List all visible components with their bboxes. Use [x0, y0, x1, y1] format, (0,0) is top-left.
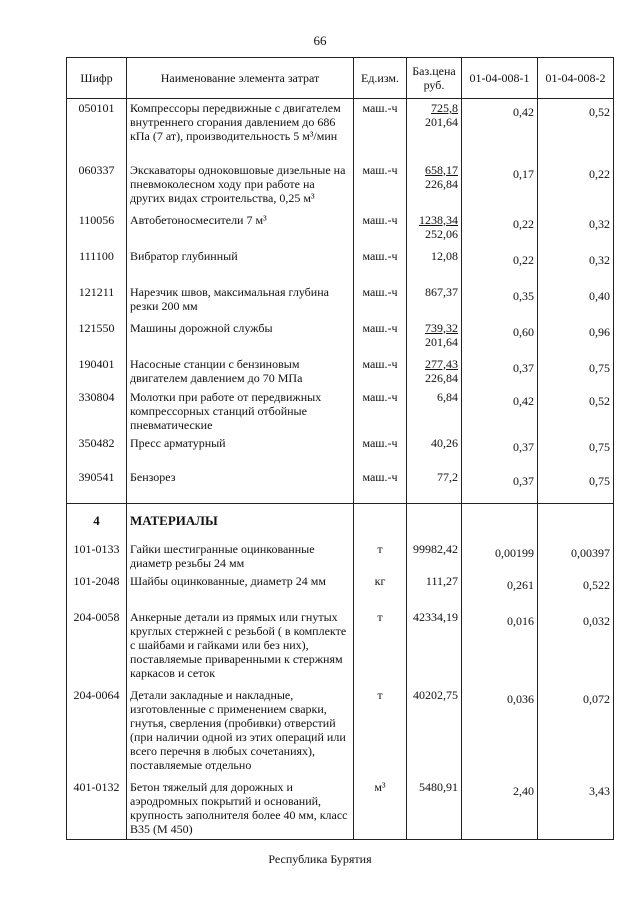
header-code: Шифр: [67, 58, 127, 99]
row-norm-2: 0,75: [538, 468, 614, 504]
row-unit: маш.-ч: [354, 99, 407, 161]
row-code: 121211: [67, 283, 127, 319]
row-price: 40,26: [407, 434, 462, 468]
row-norm-1: 2,40: [462, 778, 538, 840]
row-norm-1: 0,37: [462, 468, 538, 504]
row-norm-1: 0,35: [462, 283, 538, 319]
row-price: 6,84: [407, 388, 462, 434]
row-norm-2: 0,522: [538, 572, 614, 608]
row-norm-1: 0,22: [462, 247, 538, 283]
row-unit: маш.-ч: [354, 161, 407, 211]
row-norm-2: 0,40: [538, 283, 614, 319]
row-norm-1: 0,261: [462, 572, 538, 608]
row-code: 204-0058: [67, 608, 127, 686]
table-row: [67, 686, 614, 778]
section-number: 4: [67, 504, 127, 540]
row-norm-1: 0,17: [462, 161, 538, 211]
row-price: [407, 99, 462, 161]
row-code: 390541: [67, 468, 127, 504]
page-number: 66: [313, 33, 327, 48]
header-name: Наименование элемента затрат: [127, 58, 354, 99]
row-norm-2: 0,52: [538, 388, 614, 434]
row-price: [407, 355, 462, 388]
row-code: 350482: [67, 434, 127, 468]
row-norm-2: 0,75: [538, 355, 614, 388]
row-code: 111100: [67, 247, 127, 283]
row-name: Гайки шестигранные оцинкованные диаметр резьбы 24 мм: [127, 540, 354, 572]
row-code: 050101: [67, 99, 127, 161]
row-code: 060337: [67, 161, 127, 211]
row-norm-2: 0,75: [538, 434, 614, 468]
row-price-value: 739,32: [425, 320, 458, 335]
row-price: 99982,42: [407, 540, 462, 572]
row-unit: м³: [354, 778, 407, 840]
row-name: Детали закладные и накладные, изготовленные с применением сварки, гнутья, сверления (пробивки) отверстий (при наличии одной из этих операций или всего перечня в любых сочетаниях), поставляемые отдельно: [127, 686, 354, 778]
table-row: [67, 319, 614, 355]
row-name: Бензорез: [127, 468, 354, 504]
row-code: 330804: [67, 388, 127, 434]
row-name: Насосные станции с бензиновым двигателем давлением до 70 МПа: [127, 355, 354, 388]
table-row: [67, 161, 614, 211]
row-name: Автобетоносмесители 7 м³: [127, 211, 354, 247]
row-norm-2: 0,96: [538, 319, 614, 355]
row-name: Анкерные детали из прямых или гнутых круглых стержней с резьбой ( в комплекте с шайбами и гайками или без них), поставляемые приваренными к стержням каркасов и сеток: [127, 608, 354, 686]
row-norm-2: 0,32: [538, 211, 614, 247]
row-name: Шайбы оцинкованные, диаметр 24 мм: [127, 572, 354, 608]
row-norm-1: 0,00199: [462, 540, 538, 572]
page-footer: Республика Бурятия: [268, 852, 372, 866]
table-row: [67, 283, 614, 319]
row-name: Нарезчик швов, максимальная глубина резки 200 мм: [127, 283, 354, 319]
row-norm-2: 0,072: [538, 686, 614, 778]
row-price-secondary: 252,06: [425, 226, 458, 241]
row-norm-1: 0,016: [462, 608, 538, 686]
row-price-value: 658,17: [425, 162, 458, 177]
section-header-row: [67, 504, 614, 540]
row-norm-1: 0,22: [462, 211, 538, 247]
row-name: Вибратор глубинный: [127, 247, 354, 283]
header-price-line1: Баз.цена: [412, 64, 456, 78]
row-code: 101-2048: [67, 572, 127, 608]
row-norm-2: 0,52: [538, 99, 614, 161]
row-unit: маш.-ч: [354, 247, 407, 283]
table-row: [67, 211, 614, 247]
row-norm-1: 0,42: [462, 99, 538, 161]
row-price-value: 1238,34: [419, 212, 458, 227]
row-norm-2: 0,00397: [538, 540, 614, 572]
row-unit: маш.-ч: [354, 355, 407, 388]
row-code: 101-0133: [67, 540, 127, 572]
row-norm-1: 0,42: [462, 388, 538, 434]
row-price: [407, 211, 462, 247]
row-price: [407, 161, 462, 211]
row-price: 5480,91: [407, 778, 462, 840]
row-norm-1: 0,37: [462, 355, 538, 388]
row-name: Компрессоры передвижные с двигателем внутреннего сгорания давлением до 686 кПа (7 ат), производительность 5 м³/мин: [127, 99, 354, 161]
row-unit: кг: [354, 572, 407, 608]
header-price: [407, 58, 462, 99]
row-norm-1: 0,37: [462, 434, 538, 468]
row-price-secondary: 226,84: [425, 176, 458, 191]
row-price: 111,27: [407, 572, 462, 608]
row-name: Экскаваторы одноковшовые дизельные на пневмоколесном ходу при работе на других видах строительства, 0,25 м³: [127, 161, 354, 211]
row-unit: т: [354, 540, 407, 572]
row-norm-2: 0,32: [538, 247, 614, 283]
table-row: [67, 540, 614, 572]
row-code: 401-0132: [67, 778, 127, 840]
row-norm-2: 3,43: [538, 778, 614, 840]
row-unit: маш.-ч: [354, 388, 407, 434]
row-price: [407, 319, 462, 355]
row-name: Машины дорожной службы: [127, 319, 354, 355]
table-row: [67, 434, 614, 468]
row-price: 77,2: [407, 468, 462, 504]
section-title: МАТЕРИАЛЫ: [127, 504, 354, 540]
row-norm-1: 0,60: [462, 319, 538, 355]
row-code: 121550: [67, 319, 127, 355]
table-row: [67, 99, 614, 161]
row-price: 12,08: [407, 247, 462, 283]
row-norm-2: 0,22: [538, 161, 614, 211]
row-norm-2: 0,032: [538, 608, 614, 686]
row-price-secondary: 226,84: [425, 370, 458, 385]
header-price-line2: руб.: [423, 78, 445, 92]
header-norm-1: 01-04-008-1: [462, 58, 538, 99]
row-code: 110056: [67, 211, 127, 247]
row-unit: маш.-ч: [354, 283, 407, 319]
table-row: [67, 388, 614, 434]
resource-table: [66, 57, 614, 840]
row-unit: маш.-ч: [354, 211, 407, 247]
row-unit: маш.-ч: [354, 319, 407, 355]
row-unit: маш.-ч: [354, 434, 407, 468]
row-price-value: 277,43: [425, 356, 458, 371]
table-row: [67, 247, 614, 283]
row-price-secondary: 201,64: [425, 115, 458, 129]
row-code: 204-0064: [67, 686, 127, 778]
row-unit: маш.-ч: [354, 468, 407, 504]
row-code: 190401: [67, 355, 127, 388]
row-price: 42334,19: [407, 608, 462, 686]
row-price: 867,37: [407, 283, 462, 319]
row-price: 40202,75: [407, 686, 462, 778]
table-row: [67, 778, 614, 840]
row-name: Бетон тяжелый для дорожных и аэродромных покрытий и оснований, крупность заполнителя более 40 мм, класс В35 (М 450): [127, 778, 354, 840]
row-price-secondary: 201,64: [425, 334, 458, 349]
table-header-row: [67, 58, 614, 99]
row-norm-1: 0,036: [462, 686, 538, 778]
table-row: [67, 608, 614, 686]
row-unit: т: [354, 608, 407, 686]
table-row: [67, 468, 614, 504]
row-price-value: 725,8: [431, 101, 458, 115]
table-row: [67, 572, 614, 608]
header-unit: Ед.изм.: [354, 58, 407, 99]
row-name: Пресс арматурный: [127, 434, 354, 468]
row-unit: т: [354, 686, 407, 778]
table-row: [67, 355, 614, 388]
header-norm-2: 01-04-008-2: [538, 58, 614, 99]
row-name: Молотки при работе от передвижных компрессорных станций отбойные пневматические: [127, 388, 354, 434]
